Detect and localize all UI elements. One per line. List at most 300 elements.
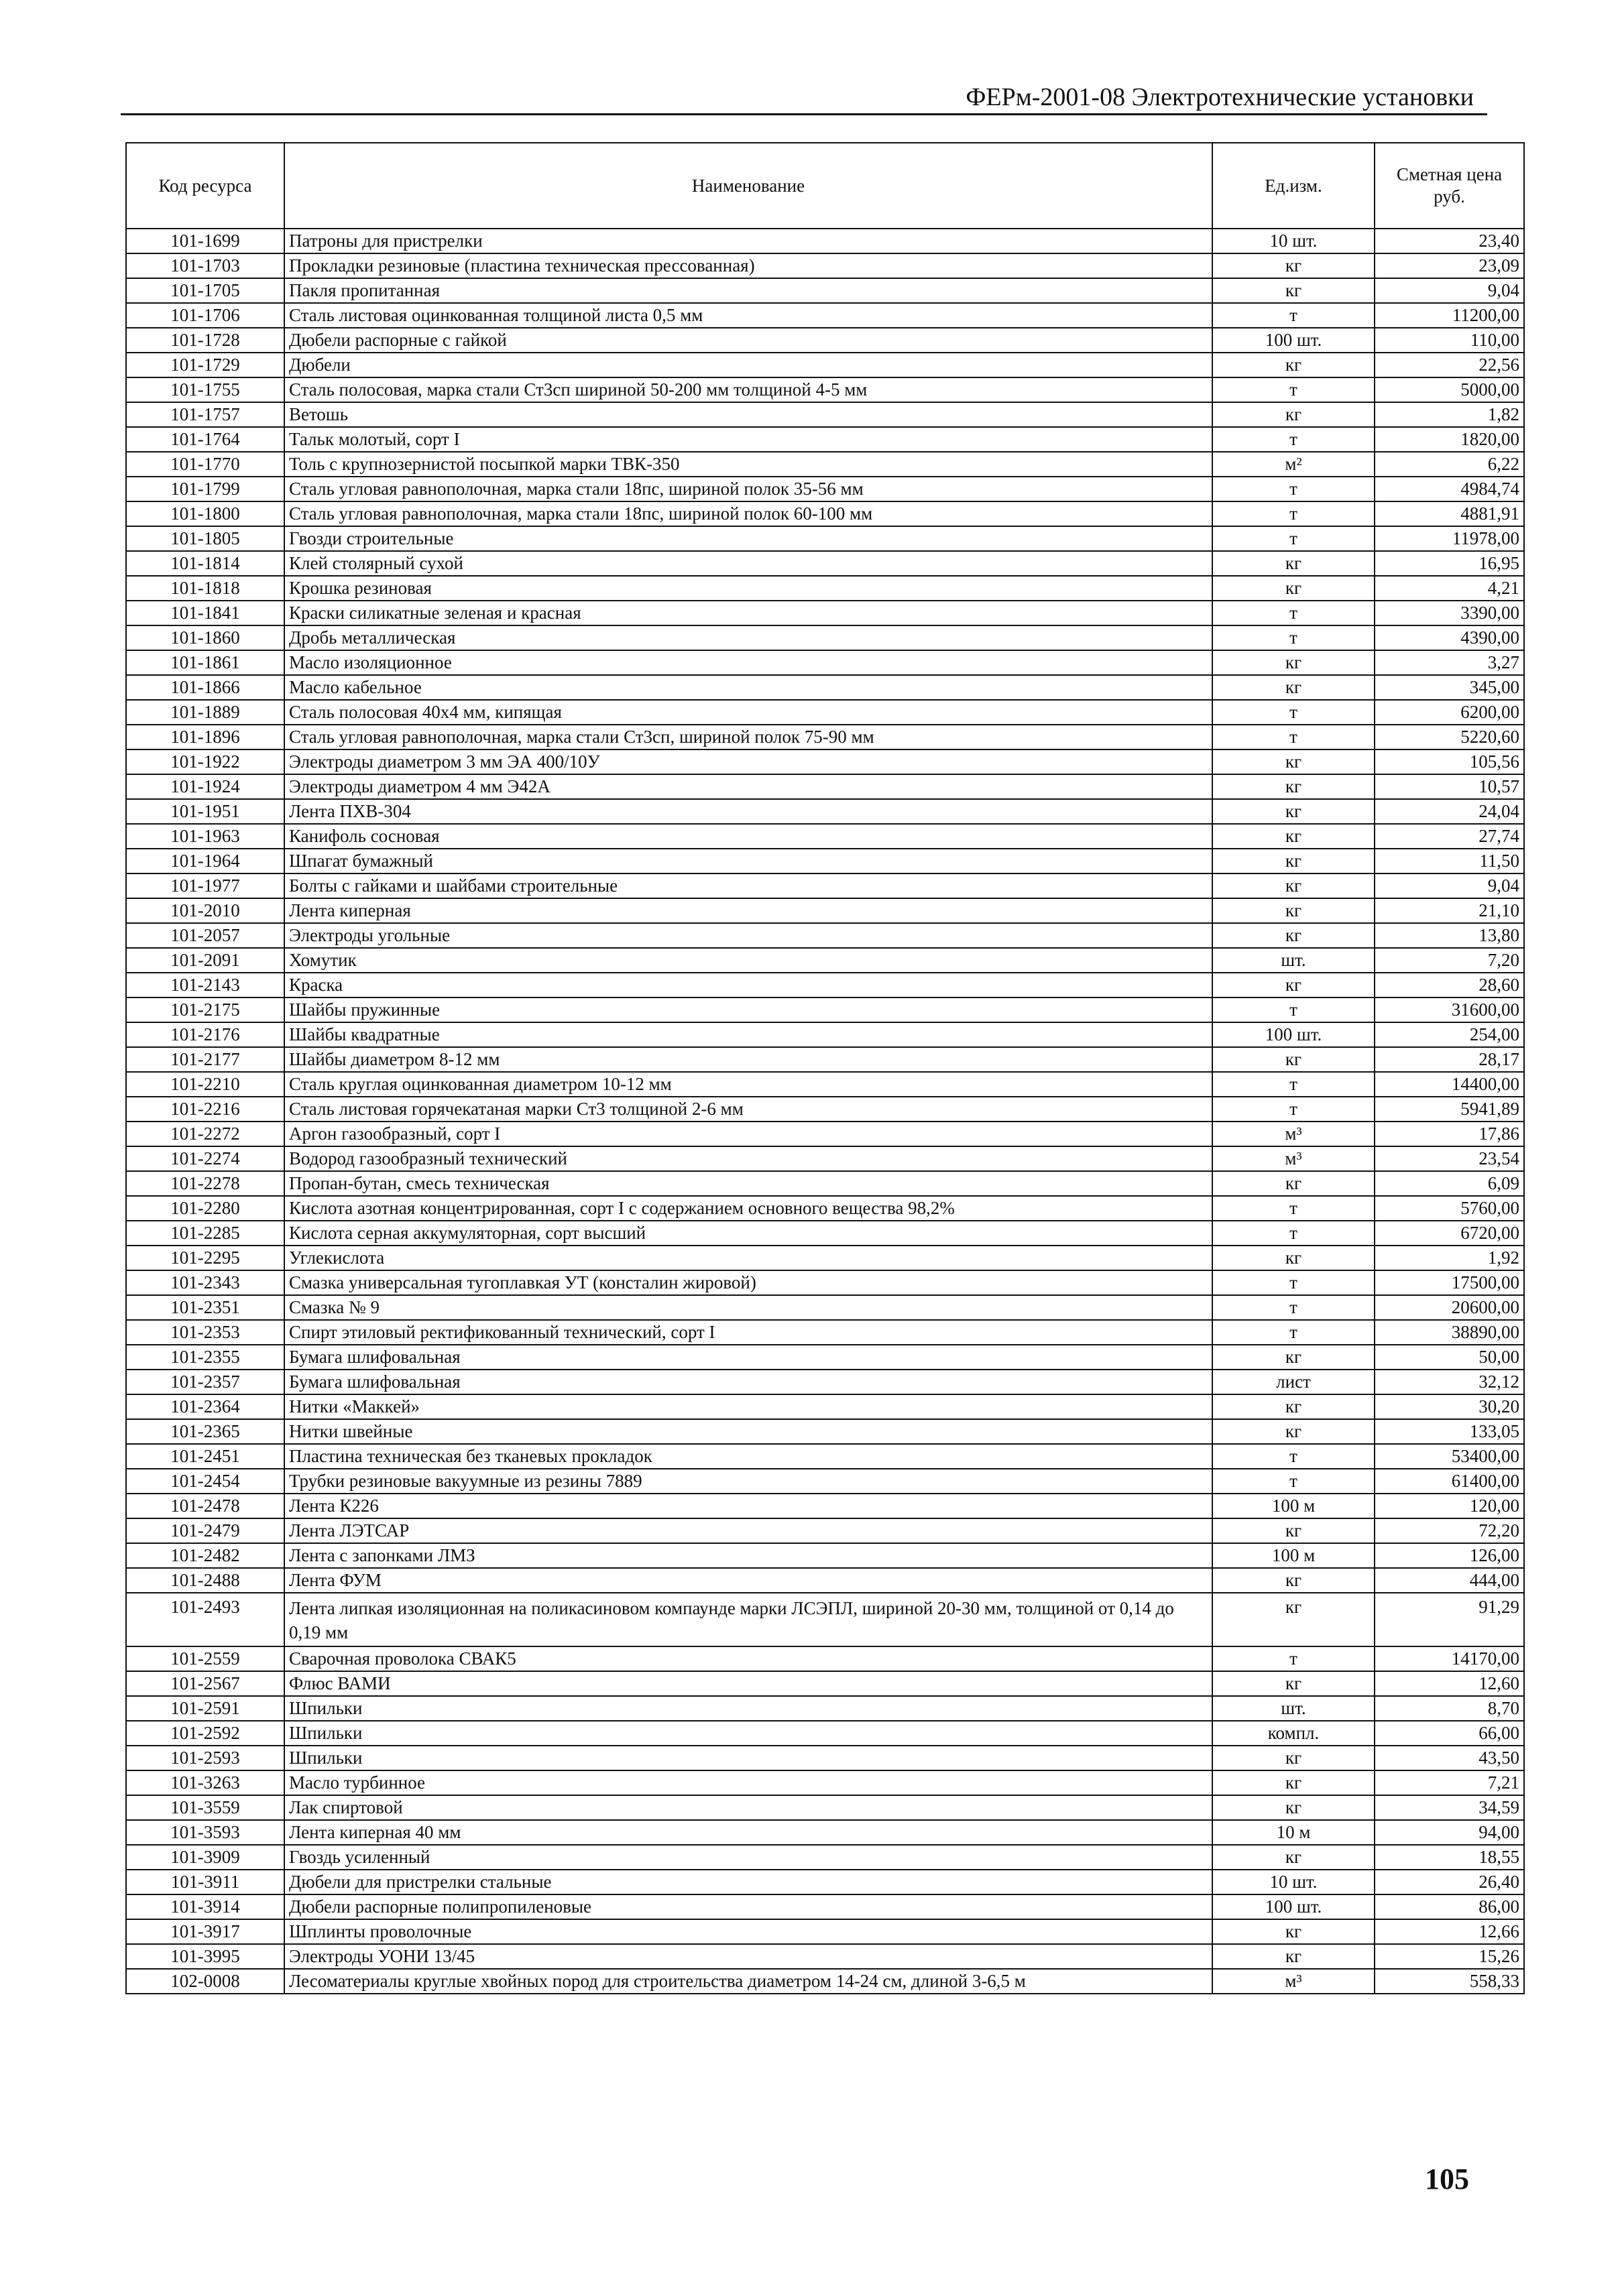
cell-unit: т — [1212, 526, 1375, 551]
cell-unit: т — [1212, 427, 1375, 452]
cell-price: 94,00 — [1375, 1820, 1524, 1845]
cell-code: 101-2451 — [126, 1444, 284, 1469]
cell-name: Краски силикатные зеленая и красная — [284, 601, 1212, 625]
cell-price: 86,00 — [1375, 1894, 1524, 1919]
table-row — [126, 1270, 1524, 1295]
cell-name: Пропан-бутан, смесь техническая — [284, 1171, 1212, 1196]
cell-unit: 100 шт. — [1212, 1022, 1375, 1047]
table-row — [126, 1919, 1524, 1944]
cell-price: 24,04 — [1375, 799, 1524, 824]
cell-unit: кг — [1212, 1047, 1375, 1072]
table-row — [126, 1072, 1524, 1097]
cell-name: Пакля пропитанная — [284, 278, 1212, 303]
table-row — [126, 1146, 1524, 1171]
cell-price: 1820,00 — [1375, 427, 1524, 452]
running-header — [121, 82, 1487, 115]
cell-code: 101-3917 — [126, 1919, 284, 1944]
table-row — [126, 1593, 1524, 1646]
cell-price: 7,21 — [1375, 1770, 1524, 1795]
cell-price: 5220,60 — [1375, 725, 1524, 749]
table-row — [126, 973, 1524, 998]
cell-code: 101-1889 — [126, 700, 284, 725]
cell-code: 101-1924 — [126, 774, 284, 799]
header-title: ФЕРм-2001-08 Электротехнические установки — [966, 83, 1474, 111]
cell-name: Прокладки резиновые (пластина техническая прессованная) — [284, 253, 1212, 278]
table-row — [126, 998, 1524, 1022]
cell-code: 101-2479 — [126, 1518, 284, 1543]
table-row — [126, 898, 1524, 923]
cell-price: 8,70 — [1375, 1696, 1524, 1721]
cell-name: Сталь листовая оцинкованная толщиной листа 0,5 мм — [284, 303, 1212, 328]
cell-unit: м³ — [1212, 1969, 1375, 1994]
cell-code: 101-1757 — [126, 402, 284, 427]
cell-code: 101-1800 — [126, 501, 284, 526]
cell-code: 101-1964 — [126, 849, 284, 873]
cell-unit: компл. — [1212, 1721, 1375, 1746]
table-row — [126, 1047, 1524, 1072]
cell-code: 101-3909 — [126, 1845, 284, 1870]
cell-price: 6200,00 — [1375, 700, 1524, 725]
cell-name: Сталь угловая равнополочная, марка стали Ст3сп, шириной полок 75-90 мм — [284, 725, 1212, 749]
cell-unit: лист — [1212, 1370, 1375, 1394]
cell-price: 31600,00 — [1375, 998, 1524, 1022]
cell-name: Пластина техническая без тканевых прокладок — [284, 1444, 1212, 1469]
cell-unit: т — [1212, 625, 1375, 650]
cell-unit: т — [1212, 377, 1375, 402]
cell-name: Водород газообразный технический — [284, 1146, 1212, 1171]
cell-unit: кг — [1212, 1770, 1375, 1795]
cell-name: Лента липкая изоляционная на поликасиновом компаунде марки ЛСЭПЛ, шириной 20-30 мм, толщиной от 0,14 до 0,19 мм — [284, 1593, 1212, 1646]
cell-name: Бумага шлифовальная — [284, 1370, 1212, 1394]
table-row — [126, 303, 1524, 328]
resource-price-table — [125, 142, 1525, 1994]
cell-price: 6,22 — [1375, 452, 1524, 477]
cell-code: 102-0008 — [126, 1969, 284, 1994]
table-row — [126, 1543, 1524, 1568]
cell-name: Шайбы диаметром 8-12 мм — [284, 1047, 1212, 1072]
cell-code: 101-2280 — [126, 1196, 284, 1221]
cell-price: 5760,00 — [1375, 1196, 1524, 1221]
cell-price: 11978,00 — [1375, 526, 1524, 551]
table-row — [126, 551, 1524, 576]
cell-price: 14400,00 — [1375, 1072, 1524, 1097]
table-row — [126, 1746, 1524, 1770]
table-row — [126, 1295, 1524, 1320]
cell-name: Толь с крупнозернистой посыпкой марки ТВК-350 — [284, 452, 1212, 477]
cell-price: 72,20 — [1375, 1518, 1524, 1543]
cell-name: Шпильки — [284, 1721, 1212, 1746]
cell-name: Лента К226 — [284, 1494, 1212, 1518]
cell-unit: т — [1212, 1221, 1375, 1246]
cell-code: 101-1818 — [126, 576, 284, 601]
cell-code: 101-2176 — [126, 1022, 284, 1047]
table-row — [126, 1646, 1524, 1671]
cell-name: Кислота азотная концентрированная, сорт I с содержанием основного вещества 98,2% — [284, 1196, 1212, 1221]
cell-price: 254,00 — [1375, 1022, 1524, 1047]
table-row — [126, 873, 1524, 898]
cell-name: Аргон газообразный, сорт I — [284, 1122, 1212, 1146]
table-row — [126, 749, 1524, 774]
cell-unit: кг — [1212, 1919, 1375, 1944]
cell-unit: кг — [1212, 849, 1375, 873]
cell-unit: т — [1212, 303, 1375, 328]
cell-code: 101-1770 — [126, 452, 284, 477]
table-row — [126, 501, 1524, 526]
table-row — [126, 353, 1524, 377]
cell-unit: т — [1212, 601, 1375, 625]
cell-unit: кг — [1212, 1944, 1375, 1969]
cell-code: 101-1705 — [126, 278, 284, 303]
table-row — [126, 1870, 1524, 1894]
cell-name: Электроды диаметром 4 мм Э42А — [284, 774, 1212, 799]
cell-unit: т — [1212, 1469, 1375, 1494]
cell-name: Дюбели распорные с гайкой — [284, 328, 1212, 353]
cell-code: 101-3263 — [126, 1770, 284, 1795]
cell-unit: кг — [1212, 650, 1375, 675]
cell-code: 101-2010 — [126, 898, 284, 923]
cell-unit: кг — [1212, 353, 1375, 377]
cell-code: 101-2357 — [126, 1370, 284, 1394]
table-row — [126, 427, 1524, 452]
table-row — [126, 1518, 1524, 1543]
cell-name: Масло турбинное — [284, 1770, 1212, 1795]
cell-code: 101-2482 — [126, 1543, 284, 1568]
cell-name: Шайбы пружинные — [284, 998, 1212, 1022]
cell-unit: кг — [1212, 1593, 1375, 1646]
cell-code: 101-3914 — [126, 1894, 284, 1919]
cell-code: 101-2355 — [126, 1345, 284, 1370]
cell-name: Ветошь — [284, 402, 1212, 427]
cell-unit: кг — [1212, 1394, 1375, 1419]
table-row — [126, 601, 1524, 625]
cell-unit: т — [1212, 1072, 1375, 1097]
table-row — [126, 1097, 1524, 1122]
table-row — [126, 1721, 1524, 1746]
cell-price: 1,82 — [1375, 402, 1524, 427]
cell-name: Лента ФУМ — [284, 1568, 1212, 1593]
cell-unit: кг — [1212, 898, 1375, 923]
cell-price: 17,86 — [1375, 1122, 1524, 1146]
table-row — [126, 923, 1524, 948]
table-row — [126, 1171, 1524, 1196]
cell-price: 3390,00 — [1375, 601, 1524, 625]
cell-unit: т — [1212, 1295, 1375, 1320]
cell-code: 101-2285 — [126, 1221, 284, 1246]
cell-code: 101-2343 — [126, 1270, 284, 1295]
cell-unit: 100 м — [1212, 1494, 1375, 1518]
col-header-price: Сметная цена руб. — [1375, 143, 1524, 229]
table-row — [126, 799, 1524, 824]
cell-name: Флюс ВАМИ — [284, 1671, 1212, 1696]
table-row — [126, 824, 1524, 849]
table-row — [126, 1568, 1524, 1593]
cell-unit: кг — [1212, 278, 1375, 303]
cell-unit: кг — [1212, 1171, 1375, 1196]
cell-code: 101-2365 — [126, 1419, 284, 1444]
cell-name: Лак спиртовой — [284, 1795, 1212, 1820]
cell-price: 558,33 — [1375, 1969, 1524, 1994]
cell-code: 101-1861 — [126, 650, 284, 675]
table-row — [126, 402, 1524, 427]
cell-price: 133,05 — [1375, 1419, 1524, 1444]
table-row — [126, 1894, 1524, 1919]
table-row — [126, 1770, 1524, 1795]
cell-unit: м³ — [1212, 1146, 1375, 1171]
cell-code: 101-3559 — [126, 1795, 284, 1820]
cell-price: 11200,00 — [1375, 303, 1524, 328]
cell-price: 4390,00 — [1375, 625, 1524, 650]
cell-name: Лента ЛЭТСАР — [284, 1518, 1212, 1543]
cell-price: 9,04 — [1375, 873, 1524, 898]
cell-unit: т — [1212, 1097, 1375, 1122]
cell-code: 101-1896 — [126, 725, 284, 749]
cell-price: 7,20 — [1375, 948, 1524, 973]
table-row — [126, 1345, 1524, 1370]
cell-name: Патроны для пристрелки — [284, 229, 1212, 253]
cell-unit: кг — [1212, 1518, 1375, 1543]
cell-name: Дюбели распорные полипропиленовые — [284, 1894, 1212, 1919]
cell-name: Сталь угловая равнополочная, марка стали 18пс, шириной полок 35-56 мм — [284, 477, 1212, 501]
table-row — [126, 1419, 1524, 1444]
cell-name: Хомутик — [284, 948, 1212, 973]
cell-name: Нитки швейные — [284, 1419, 1212, 1444]
cell-name: Крошка резиновая — [284, 576, 1212, 601]
cell-name: Бумага шлифовальная — [284, 1345, 1212, 1370]
cell-price: 345,00 — [1375, 675, 1524, 700]
table-row — [126, 1246, 1524, 1270]
cell-price: 110,00 — [1375, 328, 1524, 353]
cell-unit: 100 м — [1212, 1543, 1375, 1568]
cell-price: 11,50 — [1375, 849, 1524, 873]
cell-price: 6720,00 — [1375, 1221, 1524, 1246]
cell-code: 101-2175 — [126, 998, 284, 1022]
cell-price: 26,40 — [1375, 1870, 1524, 1894]
cell-code: 101-2567 — [126, 1671, 284, 1696]
table-row — [126, 700, 1524, 725]
table-row — [126, 477, 1524, 501]
cell-code: 101-2091 — [126, 948, 284, 973]
cell-code: 101-3593 — [126, 1820, 284, 1845]
table-row — [126, 1696, 1524, 1721]
cell-unit: кг — [1212, 675, 1375, 700]
cell-name: Дюбели для пристрелки стальные — [284, 1870, 1212, 1894]
cell-price: 3,27 — [1375, 650, 1524, 675]
cell-unit: кг — [1212, 824, 1375, 849]
cell-name: Канифоль сосновая — [284, 824, 1212, 849]
cell-name: Лента киперная 40 мм — [284, 1820, 1212, 1845]
table-row — [126, 1944, 1524, 1969]
cell-name: Смазка универсальная тугоплавкая УТ (консталин жировой) — [284, 1270, 1212, 1295]
cell-unit: т — [1212, 1320, 1375, 1345]
col-header-unit: Ед.изм. — [1212, 143, 1375, 229]
cell-code: 101-1703 — [126, 253, 284, 278]
cell-price: 23,40 — [1375, 229, 1524, 253]
cell-price: 32,12 — [1375, 1370, 1524, 1394]
cell-unit: шт. — [1212, 1696, 1375, 1721]
col-header-code: Код ресурса — [126, 143, 284, 229]
table-row — [126, 452, 1524, 477]
cell-unit: кг — [1212, 576, 1375, 601]
table-row — [126, 849, 1524, 873]
cell-code: 101-2592 — [126, 1721, 284, 1746]
cell-unit: кг — [1212, 1419, 1375, 1444]
cell-price: 5000,00 — [1375, 377, 1524, 402]
cell-code: 101-2493 — [126, 1593, 284, 1646]
table-row — [126, 278, 1524, 303]
cell-price: 91,29 — [1375, 1593, 1524, 1646]
cell-unit: кг — [1212, 799, 1375, 824]
cell-price: 14170,00 — [1375, 1646, 1524, 1671]
cell-code: 101-2278 — [126, 1171, 284, 1196]
cell-name: Дюбели — [284, 353, 1212, 377]
cell-name: Сталь листовая горячекатаная марки Ст3 толщиной 2-6 мм — [284, 1097, 1212, 1122]
cell-name: Электроды угольные — [284, 923, 1212, 948]
cell-unit: кг — [1212, 873, 1375, 898]
cell-code: 101-2454 — [126, 1469, 284, 1494]
cell-unit: т — [1212, 477, 1375, 501]
cell-price: 34,59 — [1375, 1795, 1524, 1820]
cell-price: 13,80 — [1375, 923, 1524, 948]
cell-price: 4,21 — [1375, 576, 1524, 601]
cell-code: 101-1699 — [126, 229, 284, 253]
cell-name: Масло кабельное — [284, 675, 1212, 700]
table-row — [126, 377, 1524, 402]
cell-price: 18,55 — [1375, 1845, 1524, 1870]
cell-price: 15,26 — [1375, 1944, 1524, 1969]
page-number: 105 — [1425, 2163, 1469, 2195]
cell-name: Лента киперная — [284, 898, 1212, 923]
table-header-row — [126, 143, 1524, 229]
table-row — [126, 328, 1524, 353]
cell-price: 4881,91 — [1375, 501, 1524, 526]
table-body — [126, 229, 1524, 1994]
table-row — [126, 1969, 1524, 1994]
cell-code: 101-2295 — [126, 1246, 284, 1270]
cell-code: 101-2272 — [126, 1122, 284, 1146]
cell-code: 101-2353 — [126, 1320, 284, 1345]
table-row — [126, 1444, 1524, 1469]
cell-code: 101-1951 — [126, 799, 284, 824]
cell-code: 101-2559 — [126, 1646, 284, 1671]
cell-price: 27,74 — [1375, 824, 1524, 849]
cell-name: Сварочная проволока СВАК5 — [284, 1646, 1212, 1671]
cell-name: Гвоздь усиленный — [284, 1845, 1212, 1870]
cell-code: 101-2274 — [126, 1146, 284, 1171]
cell-price: 38890,00 — [1375, 1320, 1524, 1345]
table-row — [126, 576, 1524, 601]
cell-code: 101-2216 — [126, 1097, 284, 1122]
cell-price: 9,04 — [1375, 278, 1524, 303]
table-row — [126, 725, 1524, 749]
table-row — [126, 1671, 1524, 1696]
cell-price: 126,00 — [1375, 1543, 1524, 1568]
cell-unit: шт. — [1212, 948, 1375, 973]
col-header-name: Наименование — [284, 143, 1212, 229]
cell-price: 50,00 — [1375, 1345, 1524, 1370]
cell-code: 101-3911 — [126, 1870, 284, 1894]
cell-code: 101-1729 — [126, 353, 284, 377]
cell-name: Лента ПХВ-304 — [284, 799, 1212, 824]
cell-unit: кг — [1212, 774, 1375, 799]
cell-code: 101-2488 — [126, 1568, 284, 1593]
cell-code: 101-1922 — [126, 749, 284, 774]
cell-price: 23,09 — [1375, 253, 1524, 278]
cell-code: 101-2210 — [126, 1072, 284, 1097]
cell-name: Сталь круглая оцинкованная диаметром 10-12 мм — [284, 1072, 1212, 1097]
cell-name: Шайбы квадратные — [284, 1022, 1212, 1047]
cell-code: 101-1963 — [126, 824, 284, 849]
cell-code: 101-2364 — [126, 1394, 284, 1419]
cell-unit: т — [1212, 1196, 1375, 1221]
cell-price: 22,56 — [1375, 353, 1524, 377]
cell-code: 101-1755 — [126, 377, 284, 402]
cell-unit: т — [1212, 1270, 1375, 1295]
cell-price: 23,54 — [1375, 1146, 1524, 1171]
cell-unit: кг — [1212, 402, 1375, 427]
cell-name: Лесоматериалы круглые хвойных пород для строительства диаметром 14-24 см, длиной 3-6,5 м — [284, 1969, 1212, 1994]
cell-name: Масло изоляционное — [284, 650, 1212, 675]
cell-name: Тальк молотый, сорт I — [284, 427, 1212, 452]
cell-name: Клей столярный сухой — [284, 551, 1212, 576]
cell-name: Краска — [284, 973, 1212, 998]
cell-price: 17500,00 — [1375, 1270, 1524, 1295]
cell-price: 12,66 — [1375, 1919, 1524, 1944]
cell-code: 101-1805 — [126, 526, 284, 551]
cell-name: Сталь угловая равнополочная, марка стали 18пс, шириной полок 60-100 мм — [284, 501, 1212, 526]
cell-price: 10,57 — [1375, 774, 1524, 799]
cell-name: Шплинты проволочные — [284, 1919, 1212, 1944]
cell-unit: м³ — [1212, 1122, 1375, 1146]
cell-code: 101-2591 — [126, 1696, 284, 1721]
cell-price: 20600,00 — [1375, 1295, 1524, 1320]
cell-unit: кг — [1212, 1671, 1375, 1696]
table-row — [126, 1122, 1524, 1146]
cell-name: Шпильки — [284, 1696, 1212, 1721]
cell-code: 101-2593 — [126, 1746, 284, 1770]
cell-price: 53400,00 — [1375, 1444, 1524, 1469]
cell-name: Кислота серная аккумуляторная, сорт высший — [284, 1221, 1212, 1246]
cell-price: 105,56 — [1375, 749, 1524, 774]
cell-code: 101-3995 — [126, 1944, 284, 1969]
table-row — [126, 675, 1524, 700]
cell-code: 101-1814 — [126, 551, 284, 576]
cell-unit: кг — [1212, 1246, 1375, 1270]
cell-name: Гвозди строительные — [284, 526, 1212, 551]
cell-unit: кг — [1212, 1795, 1375, 1820]
cell-code: 101-1728 — [126, 328, 284, 353]
table-row — [126, 948, 1524, 973]
cell-code: 101-1706 — [126, 303, 284, 328]
table-row — [126, 1394, 1524, 1419]
cell-price: 66,00 — [1375, 1721, 1524, 1746]
cell-unit: т — [1212, 700, 1375, 725]
cell-unit: т — [1212, 725, 1375, 749]
table-row — [126, 1845, 1524, 1870]
cell-unit: т — [1212, 1444, 1375, 1469]
cell-code: 101-2177 — [126, 1047, 284, 1072]
cell-name: Лента с запонками ЛМЗ — [284, 1543, 1212, 1568]
table-row — [126, 1494, 1524, 1518]
cell-name: Трубки резиновые вакуумные из резины 7889 — [284, 1469, 1212, 1494]
cell-name: Нитки «Маккей» — [284, 1394, 1212, 1419]
cell-price: 12,60 — [1375, 1671, 1524, 1696]
cell-unit: кг — [1212, 1746, 1375, 1770]
table-row — [126, 1221, 1524, 1246]
cell-price: 1,92 — [1375, 1246, 1524, 1270]
cell-price: 444,00 — [1375, 1568, 1524, 1593]
cell-unit: кг — [1212, 923, 1375, 948]
table-row — [126, 229, 1524, 253]
